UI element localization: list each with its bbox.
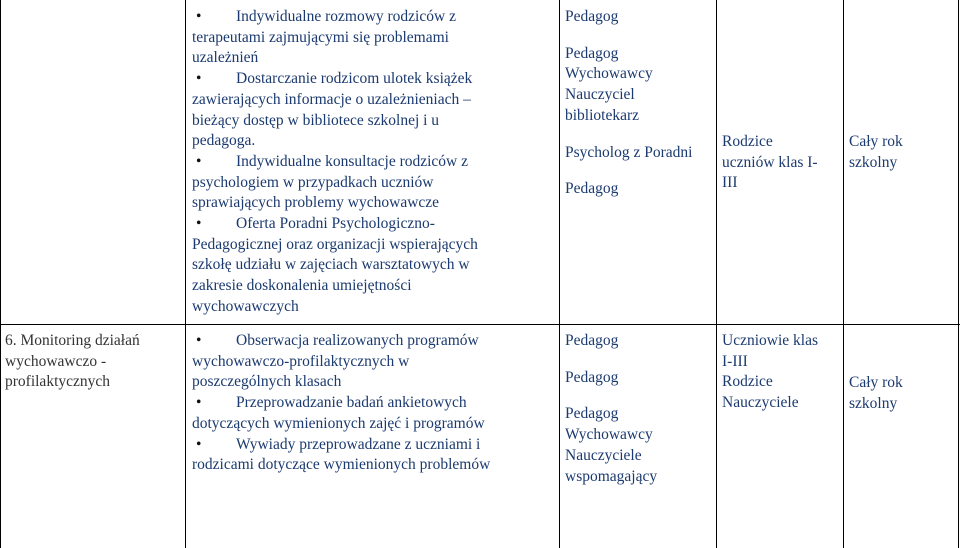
task-item-text: poszczególnych klasach [192,373,342,391]
recipients-line: Uczniowie klas [722,332,818,349]
task-item-text: bieżący dostęp w bibliotece szkolnej i u [192,111,440,129]
row-2-responsible [565,331,715,487]
responsible-line: Pedagog [565,44,619,62]
recipients-line: Nauczyciele [722,394,799,412]
task-item-text: terapeutami zajmującymi się problemami [192,28,449,46]
responsible-line: Pedagog [565,180,619,198]
task-item: • Indywidualne konsultacje rodziców z [192,152,558,173]
column-divider-1 [185,0,186,548]
responsible-line: Pedagog [565,8,619,25]
task-item-text: zawierających informacje o uzależnieniach – [192,90,471,108]
recipients-line: I-III [722,352,748,370]
responsible-line: Pedagog [565,405,619,423]
recipients-line: uczniów klas I- [722,153,818,171]
task-item-text: uzależnień [192,49,259,67]
task-item: • Wywiady przeprowadzane z uczniami i [192,435,558,456]
task-item: • Oferta Poradni Psychologiczno- [192,214,558,235]
row-2-recipients [722,331,842,414]
deadline-line: szkolny [849,153,898,171]
recipients-line: Rodzice [722,133,773,150]
row-2-activity [5,331,183,393]
responsible-line: Psycholog z Poradni [565,143,693,161]
responsible-line: wspomagający [565,467,658,485]
activity-line: wychowawczo - [5,352,107,370]
task-item: • Dostarczanie rodzicom ulotek książek [192,69,558,90]
task-item-text: sprawiających problemy wychowawcze [192,194,440,212]
column-divider-4 [843,0,844,548]
responsible-line: Wychowawcy [565,65,653,83]
activity-line: profilaktycznych [5,373,111,391]
task-item: • Obserwacja realizowanych programów [192,331,558,352]
table-border-right [958,0,959,548]
responsible-line: Nauczyciel [565,86,635,104]
row-2-tasks [192,331,558,476]
responsible-line: Pedagog [565,332,619,349]
task-item-text: wychowawczo-profilaktycznych w [192,352,410,370]
responsible-line: Pedagog [565,368,619,386]
task-item-text: wychowawczych [192,297,299,315]
deadline-line: szkolny [849,394,898,412]
task-item-text: szkołę udziału w zajęciach warsztatowych w [192,256,470,274]
task-item: • Przeprowadzanie badań ankietowych [192,393,558,414]
responsible-line: bibliotekarz [565,106,640,124]
row-2-deadline [849,373,957,414]
column-divider-2 [559,0,560,548]
task-item-text: pedagoga. [192,132,256,150]
task-item-text: psychologiem w przypadkach uczniów [192,173,434,191]
task-item: • Indywidualne rozmowy rodziców z [192,7,558,28]
responsible-line: Wychowawcy [565,426,653,444]
row-divider [0,324,960,325]
activity-line: 6. Monitoring działań [5,332,140,349]
row-1-recipients [722,132,842,194]
deadline-line: Cały rok [849,374,903,391]
row-1-responsible [565,7,715,200]
table-border-left [0,0,1,548]
deadline-line: Cały rok [849,133,903,150]
row-1-tasks [192,7,558,318]
task-item-text: rodzicami dotyczące wymienionych problemów [192,456,491,474]
recipients-line: Rodzice [722,373,773,391]
row-1-deadline [849,132,957,173]
recipients-line: III [722,174,738,192]
responsible-line: Nauczyciele [565,446,642,464]
task-item-text: Pedagogicznej oraz organizacji wspierających [192,235,478,253]
task-item-text: dotyczących wymienionych zajęć i programów [192,414,485,432]
column-divider-3 [716,0,717,548]
task-item-text: zakresie doskonalenia umiejętności [192,277,412,295]
